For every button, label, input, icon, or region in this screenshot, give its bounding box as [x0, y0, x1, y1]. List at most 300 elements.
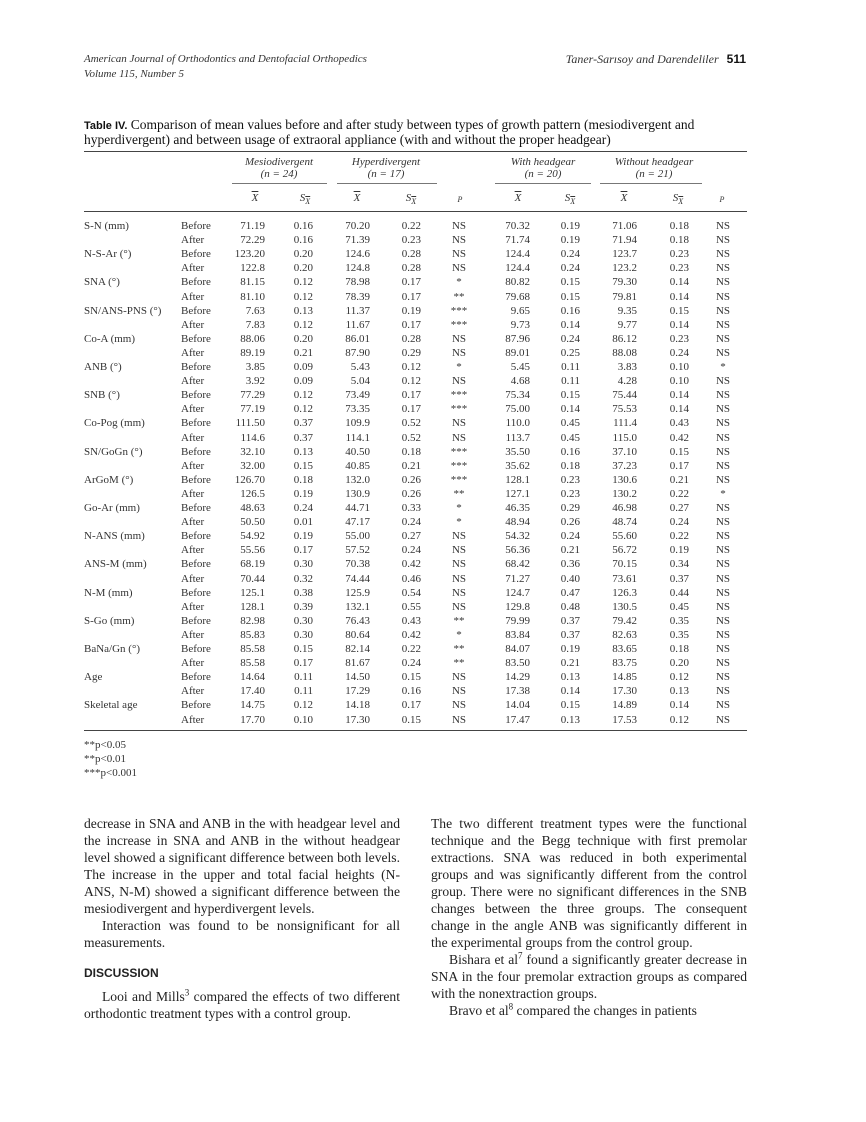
table-cell: 127.1	[505, 487, 530, 500]
table-cell: 0.25	[560, 346, 580, 359]
table-cell: *	[456, 361, 462, 373]
time-label: Before	[181, 558, 211, 571]
table-cell: 129.8	[505, 600, 530, 613]
table-cell: *	[456, 502, 462, 514]
table-cell: 0.13	[560, 713, 580, 726]
table-cell: 124.4	[505, 262, 530, 275]
table-cell: 125.1	[240, 586, 265, 599]
table-cell: 0.23	[669, 248, 689, 261]
table-cell: 0.24	[401, 516, 421, 529]
table-cell: 130.5	[612, 600, 637, 613]
paragraph: Looi and Mills$^3$ compared the effects of two different orthodontic treatment types with a control group.	[84, 987, 400, 1021]
table-cell: 0.19	[560, 643, 580, 655]
time-label: Before	[181, 389, 211, 402]
table-cell: 54.92	[240, 530, 265, 543]
table-cell: 79.99	[505, 614, 530, 627]
table-cell: 73.61	[612, 572, 637, 585]
section-heading: DISCUSSION	[84, 966, 159, 980]
table-cell: NS	[451, 699, 467, 712]
table-cell: 0.14	[560, 685, 580, 698]
table-cell: 0.14	[669, 389, 689, 402]
table-cell: NS	[451, 685, 467, 698]
table-cell: 0.14	[669, 403, 689, 416]
table-cell: 132.0	[345, 473, 370, 486]
group-name: Mesiodivergent	[244, 156, 313, 168]
table-cell: NS	[451, 544, 467, 557]
time-label: Before	[181, 473, 211, 486]
se-symbol: $S_{\overline{X}}$	[672, 192, 684, 207]
time-label: Before	[181, 417, 211, 430]
group-name: Without headgear	[614, 156, 694, 168]
table-cell: 75.00	[505, 403, 530, 416]
table-cell: **	[453, 487, 465, 500]
time-label: After	[181, 713, 205, 726]
table-cell: 47.17	[345, 516, 370, 529]
table-cell: 0.15	[560, 699, 580, 712]
table-cell: 89.01	[505, 346, 530, 359]
table-cell: 79.30	[612, 276, 637, 289]
table-cell: 7.83	[245, 318, 265, 331]
table-cell: 0.54	[401, 586, 421, 599]
table-cell: 0.40	[560, 572, 580, 585]
table-cell: 0.13	[669, 685, 689, 698]
reference-superscript: 7	[518, 950, 523, 961]
table-cell: 0.42	[401, 628, 421, 641]
p-symbol: P	[457, 195, 463, 204]
table-cell: 0.15	[560, 276, 580, 289]
table-cell: 132.1	[345, 600, 370, 613]
group-name: With headgear	[510, 156, 576, 168]
table-cell: 37.10	[612, 445, 637, 458]
time-label: Before	[181, 332, 211, 345]
table-cell: 0.22	[669, 487, 689, 500]
table-cell: 0.09	[293, 375, 313, 388]
table-cell: 0.24	[560, 248, 580, 261]
journal-volume: Volume 115, Number 5	[84, 68, 185, 80]
table-cell: 0.10	[293, 713, 313, 726]
table-cell: 14.50	[345, 671, 370, 684]
paragraph: Bishara et $al^7$ found a significantly greater decrease in SNA in the four premolar extraction groups as compared with the nonextraction groups.	[431, 950, 747, 1001]
table-cell: 79.81	[612, 290, 637, 303]
table-cell: 0.16	[293, 220, 313, 232]
table-cell: NS	[715, 671, 731, 684]
table-cell: 124.8	[345, 262, 370, 275]
se-symbol: $S_{\overline{X}}$	[299, 192, 311, 207]
table-cell: 0.19	[560, 220, 580, 232]
table-cell: 72.29	[240, 234, 265, 247]
table-cell: NS	[451, 558, 467, 571]
table-cell: 56.36	[505, 544, 530, 557]
table-cell: NS	[715, 445, 731, 458]
table-cell: 0.17	[401, 290, 421, 303]
table-cell: 0.15	[560, 389, 580, 402]
table-cell: 71.06	[612, 220, 637, 232]
table-cell: 0.19	[293, 487, 313, 500]
table-cell: 0.22	[669, 530, 689, 543]
table-cell: **	[453, 643, 465, 655]
table-cell: *	[456, 276, 462, 289]
table-cell: 0.14	[669, 318, 689, 331]
table-cell: 0.43	[401, 614, 421, 627]
table-cell: 0.45	[560, 417, 580, 430]
table-cell: NS	[715, 699, 731, 712]
measurement-label: ANS-M (mm)	[84, 558, 147, 571]
table-cell: 81.67	[345, 657, 370, 670]
table-cell: NS	[715, 346, 731, 359]
table-cell: 85.58	[240, 657, 265, 670]
table-cell: 0.52	[401, 417, 421, 430]
table-cell: **	[453, 614, 465, 627]
table-cell: 75.44	[612, 389, 637, 402]
table-cell: NS	[451, 234, 467, 247]
table-cell: 0.42	[669, 431, 689, 444]
table-cell: 0.26	[401, 473, 421, 486]
table-cell: 4.68	[510, 375, 530, 388]
table-cell: NS	[715, 586, 731, 599]
table-cell: 73.49	[345, 389, 370, 402]
table-cell: 9.35	[617, 304, 637, 317]
table-cell: 80.82	[505, 276, 530, 289]
table-cell: 0.37	[560, 614, 580, 627]
table-cell: 77.29	[240, 389, 265, 402]
table-cell: NS	[451, 586, 467, 599]
table-cell: 126.70	[234, 473, 265, 486]
table-cell: 40.85	[345, 459, 370, 472]
table-cell: 71.74	[505, 234, 530, 247]
table-cell: NS	[715, 614, 731, 627]
table-cell: 82.14	[345, 643, 370, 655]
measurement-label: SN/GoGn (°)	[84, 445, 143, 458]
running-header-left	[84, 52, 367, 82]
table-cell: 17.30	[612, 685, 637, 698]
table-cell: 56.72	[612, 544, 637, 557]
table-cell: 0.23	[669, 332, 689, 345]
measurement-label: ANB (°)	[84, 361, 122, 373]
table-cell: NS	[715, 572, 731, 585]
table-cell: 0.44	[669, 586, 689, 599]
table-cell: 55.56	[240, 544, 265, 557]
table-cell: 0.52	[401, 431, 421, 444]
measurement-label: SN/ANS-PNS (°)	[84, 304, 162, 317]
table-cell: 17.53	[612, 713, 637, 726]
table-cell: 71.94	[612, 234, 637, 247]
time-label: Before	[181, 220, 211, 232]
table-cell: 0.29	[401, 346, 421, 359]
p-symbol: P	[719, 195, 725, 204]
table-cell: NS	[715, 332, 731, 345]
table-cell: 70.32	[505, 220, 530, 232]
table-cell: 11.37	[345, 304, 370, 317]
table-cell: 130.6	[612, 473, 637, 486]
table-cell: 82.63	[612, 628, 637, 641]
table-cell: 0.28	[401, 248, 421, 261]
table-cell: 37.23	[612, 459, 637, 472]
table-cell: 35.50	[505, 445, 530, 458]
table-cell: NS	[715, 290, 731, 303]
group-name: Hyperdivergent	[351, 156, 421, 168]
table-cell: 0.13	[293, 304, 313, 317]
journal-name: American Journal of Orthodontics and Dentofacial Orthopedics	[84, 53, 367, 65]
table-cell: 0.28	[401, 332, 421, 345]
table-cell: 71.39	[345, 234, 370, 247]
table-cell: NS	[715, 657, 731, 670]
table-cell: 0.27	[669, 502, 689, 514]
table-cell: 0.17	[401, 699, 421, 712]
paragraph: decrease in SNA and ANB in the with headgear level and the increase in SNA and ANB in the without headgear level showed a significant difference between both levels. The increase in the upper and total facial heights (N-ANS, N-M) showed a significant difference between the mesiodivergent and hyperdivergent levels.	[84, 816, 400, 916]
table-cell: 114.1	[345, 431, 370, 444]
measurement-label: N-S-Ar (°)	[84, 248, 132, 261]
table-cell: 0.21	[293, 346, 313, 359]
table-cell: 0.15	[293, 459, 313, 472]
table-cell: 89.19	[240, 346, 265, 359]
table-cell: 0.14	[669, 276, 689, 289]
table-cell: ***	[450, 445, 468, 458]
table-cell: NS	[715, 643, 731, 655]
table-cell: 46.98	[612, 502, 637, 514]
table-cell: *	[720, 487, 726, 500]
table-cell: 0.22	[401, 643, 421, 655]
table-cell: *	[456, 628, 462, 641]
time-label: After	[181, 516, 205, 529]
table-cell: 17.30	[345, 713, 370, 726]
time-label: After	[181, 318, 205, 331]
table-cell: 0.42	[401, 558, 421, 571]
table-cell: 0.12	[293, 389, 313, 402]
table-cell: 0.24	[669, 516, 689, 529]
table-cell: 0.45	[560, 431, 580, 444]
table-cell: 68.19	[240, 558, 265, 571]
table-cell: 0.36	[560, 558, 580, 571]
table-cell: 87.96	[505, 332, 530, 345]
table-cell: 70.20	[345, 220, 370, 232]
table-cell: 83.75	[612, 657, 637, 670]
table-cell: 0.17	[401, 276, 421, 289]
table-cell: NS	[715, 530, 731, 543]
table-cell: 0.24	[669, 346, 689, 359]
time-label: Before	[181, 614, 211, 627]
table-cell: 88.08	[612, 346, 637, 359]
table-cell: NS	[715, 628, 731, 641]
table-cell: 70.44	[240, 572, 265, 585]
table-cell: 70.15	[612, 558, 637, 571]
table-cell: 125.9	[345, 586, 370, 599]
table-cell: 124.7	[505, 586, 530, 599]
table-cell: 87.90	[345, 346, 370, 359]
table-cell: 0.43	[669, 417, 689, 430]
time-label: After	[181, 346, 205, 359]
table-cell: 0.15	[293, 643, 313, 655]
table-cell: 83.50	[505, 657, 530, 670]
table-cell: NS	[715, 502, 731, 514]
time-label: Before	[181, 304, 211, 317]
table-cell: 0.29	[560, 502, 580, 514]
table-cell: 50.50	[240, 516, 265, 529]
table-cell: 0.18	[669, 643, 689, 655]
table-cell: NS	[715, 248, 731, 261]
table-cell: 0.12	[401, 375, 421, 388]
time-label: Before	[181, 502, 211, 514]
table-cell: 124.6	[345, 248, 370, 261]
table-cell: NS	[715, 318, 731, 331]
time-label: After	[181, 459, 205, 472]
table-cell: 5.45	[510, 361, 530, 373]
table-cell: 0.24	[293, 502, 313, 514]
table-cell: 0.26	[560, 516, 580, 529]
time-label: Before	[181, 248, 211, 261]
table-cell: 17.29	[345, 685, 370, 698]
table-cell: 0.14	[560, 403, 580, 416]
table-cell: NS	[715, 431, 731, 444]
time-label: Before	[181, 361, 211, 373]
table-cell: 0.13	[560, 671, 580, 684]
time-label: Before	[181, 586, 211, 599]
table-cell: 0.30	[293, 614, 313, 627]
table-cell: 83.65	[612, 643, 637, 655]
table-cell: 0.37	[560, 628, 580, 641]
table-cell: 46.35	[505, 502, 530, 514]
table-cell: 0.16	[293, 234, 313, 247]
table-cell: NS	[715, 516, 731, 529]
table-cell: 0.21	[560, 544, 580, 557]
table-cell: 0.12	[293, 290, 313, 303]
table-cell: 86.01	[345, 332, 370, 345]
time-label: After	[181, 572, 205, 585]
se-symbol: $S_{\overline{X}}$	[564, 192, 576, 207]
reference-superscript: 8	[508, 1001, 514, 1012]
table-cell: 32.00	[240, 459, 265, 472]
table-cell: 0.19	[560, 234, 580, 247]
table-cell: 73.35	[345, 403, 370, 416]
table-cell: 0.13	[293, 445, 313, 458]
table-cell: 4.28	[617, 375, 637, 388]
table-cell: 40.50	[345, 445, 370, 458]
table-cell: NS	[715, 220, 731, 232]
table-cell: 44.71	[345, 502, 370, 514]
table-cell: NS	[715, 544, 731, 557]
table-cell: 0.17	[669, 459, 689, 472]
group-n: (n = 21)	[635, 168, 673, 180]
table-cell: 0.55	[401, 600, 421, 613]
table-cell: 0.28	[401, 262, 421, 275]
time-label: Before	[181, 276, 211, 289]
table-cell: NS	[715, 304, 731, 317]
table-cell: 0.26	[401, 487, 421, 500]
table-cell: 0.20	[669, 657, 689, 670]
measurement-label: BaNa/Gn (°)	[84, 643, 141, 655]
table-cell: 14.04	[505, 699, 530, 712]
table-cell: 0.46	[401, 572, 421, 585]
table-cell: 78.98	[345, 276, 370, 289]
table-cell: 0.35	[669, 614, 689, 627]
table-cell: ***	[450, 389, 468, 402]
table-cell: 14.75	[240, 699, 265, 712]
table-cell: 83.84	[505, 628, 530, 641]
measurement-label: S-Go (mm)	[84, 614, 135, 627]
measurement-label: Go-Ar (mm)	[84, 502, 140, 514]
table-bottom-rule	[84, 730, 747, 731]
table-cell: 14.29	[505, 671, 530, 684]
table-caption-text: Comparison of mean values before and after study between types of growth pattern (mesiodivergent and hyperdivergent) and between usage of extraoral appliance (with and without the proper headgear)	[84, 117, 695, 147]
time-label: After	[181, 403, 205, 416]
table-cell: 0.17	[293, 544, 313, 557]
table-cell: 79.68	[505, 290, 530, 303]
table-cell: 0.20	[293, 332, 313, 345]
table-cell: 80.64	[345, 628, 370, 641]
table-cell: NS	[715, 389, 731, 402]
table-cell: 123.7	[612, 248, 637, 261]
table-cell: NS	[715, 600, 731, 613]
table-cell: 0.19	[669, 544, 689, 557]
table-cell: 84.07	[505, 643, 530, 655]
table-cell: ***	[450, 459, 468, 472]
time-label: Before	[181, 530, 211, 543]
measurement-label: ArGoM (°)	[84, 473, 134, 486]
table-cell: 0.47	[560, 586, 580, 599]
time-label: After	[181, 234, 205, 247]
time-label: Before	[181, 445, 211, 458]
table-footnote: **p<0.01	[84, 753, 126, 765]
table-cell: 3.92	[245, 375, 265, 388]
table-cell: 17.47	[505, 713, 530, 726]
table-cell: NS	[715, 417, 731, 430]
table-cell: NS	[451, 600, 467, 613]
table-cell: 79.42	[612, 614, 637, 627]
table-cell: 0.14	[560, 318, 580, 331]
table-cell: 0.01	[293, 516, 313, 529]
time-label: After	[181, 544, 205, 557]
table-cell: 128.1	[240, 600, 265, 613]
table-cell: NS	[715, 234, 731, 247]
measurement-label: N-M (mm)	[84, 586, 133, 599]
table-top-rule	[84, 151, 747, 152]
table-cell: 0.37	[293, 417, 313, 430]
mean-symbol: $\overline{X}$	[620, 192, 628, 204]
table-cell: 14.18	[345, 699, 370, 712]
table-cell: 0.15	[669, 445, 689, 458]
table-cell: 0.17	[401, 318, 421, 331]
group-n: (n = 17)	[367, 168, 405, 180]
table-cell: 0.15	[560, 290, 580, 303]
table-cell: 82.98	[240, 614, 265, 627]
group-header-without-headgear	[604, 156, 704, 180]
table-cell: 14.89	[612, 699, 637, 712]
table-cell: 78.39	[345, 290, 370, 303]
table-cell: 86.12	[612, 332, 637, 345]
group-n: (n = 24)	[260, 168, 298, 180]
table-cell: 88.06	[240, 332, 265, 345]
table-cell: 114.6	[240, 431, 265, 444]
table-cell: 74.44	[345, 572, 370, 585]
group-header-with-headgear	[500, 156, 586, 180]
table-cell: 0.20	[293, 262, 313, 275]
table-cell: 0.15	[401, 671, 421, 684]
measurement-label: Skeletal age	[84, 699, 138, 712]
author-names: Taner-Sarısoy and Darendeliler	[565, 52, 719, 66]
table-cell: 7.63	[245, 304, 265, 317]
table-label: Table IV.	[84, 120, 128, 132]
table-cell: 17.38	[505, 685, 530, 698]
table-cell: 14.85	[612, 671, 637, 684]
table-cell: 123.2	[612, 262, 637, 275]
table-cell: 0.33	[401, 502, 421, 514]
table-cell: 48.74	[612, 516, 637, 529]
table-cell: 130.9	[345, 487, 370, 500]
table-cell: 85.58	[240, 643, 265, 655]
table-cell: NS	[715, 262, 731, 275]
table-cell: NS	[715, 459, 731, 472]
table-cell: 77.19	[240, 403, 265, 416]
table-cell: 0.18	[293, 473, 313, 486]
